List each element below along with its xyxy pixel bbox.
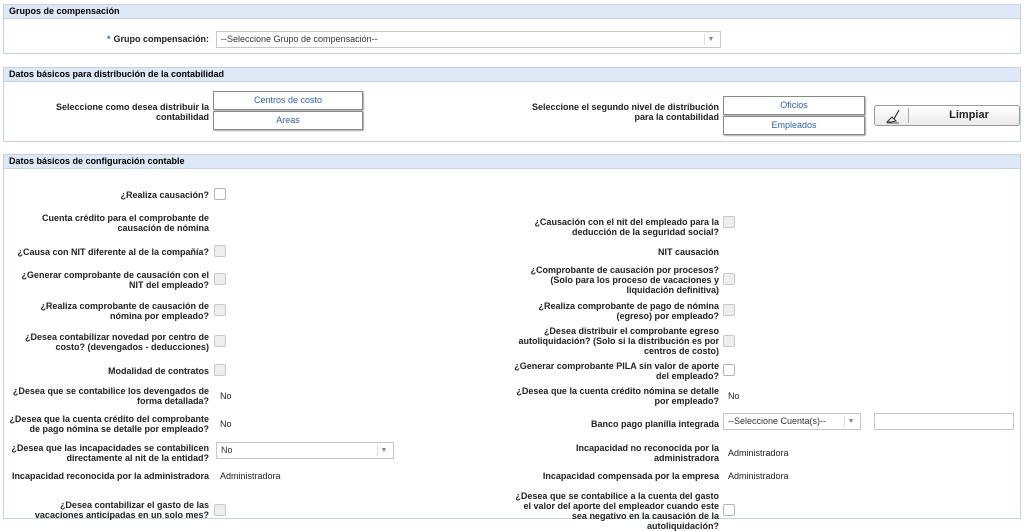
distribution-header: Datos básicos para distribución de la contabilidad <box>4 68 1020 82</box>
incapacidad-compensada-value: Administradora <box>728 471 789 481</box>
gasto-vacaciones-checkbox[interactable] <box>214 504 226 516</box>
clear-button[interactable] <box>874 105 1020 126</box>
compensation-groups-header: Grupos de compensación <box>4 5 1020 19</box>
cuenta-credito-empleado-value: No <box>728 391 740 401</box>
accounting-config-panel <box>3 154 1021 531</box>
chevron-down-icon: ▼ <box>844 416 857 427</box>
required-icon: * <box>106 34 111 44</box>
cuenta-credito-detalle-value: No <box>220 419 232 429</box>
compensation-group-label: * Grupo compensación: <box>106 34 209 44</box>
comprobante-pago-empleado-label: ¿Realiza comprobante de pago de nómina (egreso) por empleado? <box>538 301 719 321</box>
banco-pago-select[interactable]: --Seleccione Cuenta(s)-- ▼ <box>723 413 861 430</box>
comprobante-pago-empleado-checkbox[interactable] <box>723 304 735 316</box>
devengados-detallada-label: ¿Desea que se contabilice los devengados de forma detallada? <box>12 386 209 406</box>
contabilizar-novedad-label: ¿Desea contabilizar novedad por centro de costo? (devengados - deducciones) <box>24 332 209 352</box>
option-cost-centers[interactable]: Centros de costo <box>213 91 363 110</box>
realiza-causacion-label: ¿Realiza causación? <box>120 190 209 200</box>
banco-pago-label: Banco pago planilla integrada <box>590 419 719 429</box>
generar-comprobante-nit-checkbox[interactable] <box>214 273 226 285</box>
distribuir-egreso-checkbox[interactable] <box>723 335 735 347</box>
modalidad-contratos-checkbox[interactable] <box>214 364 226 376</box>
option-oficios[interactable]: Oficios <box>723 96 865 115</box>
aporte-empleador-checkbox[interactable] <box>723 504 735 516</box>
comprobante-procesos-label: ¿Comprobante de causación por procesos? (Solo para los proceso de vacaciones y liquidación definitiva) <box>530 265 719 295</box>
compensation-groups-panel <box>3 4 1021 54</box>
distribution-label: Seleccione como desea distribuir la contabilidad <box>55 102 209 122</box>
cuenta-credito-detalle-label: ¿Desea que la cuenta crédito del comprobante de pago nómina se detalle por empleado? <box>9 414 209 434</box>
chevron-down-icon: ▼ <box>377 445 390 456</box>
realiza-comprobante-empleado-label: ¿Realiza comprobante de causación de nómina por empleado? <box>40 301 209 321</box>
banco-pago-input[interactable] <box>874 413 1014 430</box>
generar-pila-label: ¿Generar comprobante PILA sin valor de aporte del empleado? <box>514 361 719 381</box>
clear-button-label: Limpiar <box>949 109 989 121</box>
second-level-label: Seleccione el segundo nivel de distribución para la contabilidad <box>531 102 719 122</box>
realiza-causacion-checkbox[interactable] <box>214 188 226 200</box>
option-areas[interactable]: Areas <box>213 111 363 130</box>
contabilizar-novedad-checkbox[interactable] <box>214 335 226 347</box>
causa-nit-diferente-label: ¿Causa con NIT diferente al de la compañía? <box>17 247 209 257</box>
incapacidad-compensada-label: Incapacidad compensada por la empresa <box>542 471 719 481</box>
realiza-comprobante-empleado-checkbox[interactable] <box>214 304 226 316</box>
incapacidad-no-reconocida-label: Incapacidad no reconocida por la administradora <box>575 443 719 463</box>
option-empleados[interactable]: Empleados <box>723 116 865 135</box>
modalidad-contratos-label: Modalidad de contratos <box>107 366 209 376</box>
cuenta-credito-empleado-label: ¿Desea que la cuenta crédito nómina se detalle por empleado? <box>516 386 719 406</box>
incapacidad-reconocida-label: Incapacidad reconocida por la administradora <box>11 471 209 481</box>
generar-comprobante-nit-label: ¿Generar comprobante de causación con el NIT del empleado? <box>21 270 209 290</box>
causacion-nit-empleado-label: ¿Causación con el nit del empleado para la deducción de la seguridad social? <box>534 217 719 237</box>
gasto-vacaciones-label: ¿Desea contabilizar el gasto de las vacaciones anticipadas en un solo mes? <box>34 500 209 520</box>
aporte-empleador-label: ¿Desea que se contabilice a la cuenta del gasto el valor del aporte del empleador cuando este sea negativo en la causación de la autoliquidación? <box>515 491 719 531</box>
generar-pila-checkbox[interactable] <box>723 364 735 376</box>
chevron-down-icon: ▼ <box>704 34 717 45</box>
incapacidad-reconocida-value: Administradora <box>220 471 281 481</box>
incapacidades-nit-select[interactable]: No ▼ <box>216 442 394 459</box>
nit-causacion-label: NIT causación <box>657 247 719 257</box>
cuenta-credito-label: Cuenta crédito para el comprobante de causación de nómina <box>41 213 209 233</box>
broom-icon <box>885 108 901 131</box>
causacion-nit-empleado-checkbox[interactable] <box>723 216 735 228</box>
incapacidades-nit-label: ¿Desea que las incapacidades se contabilicen directamente al nit de la entidad? <box>11 443 209 463</box>
causa-nit-diferente-checkbox[interactable] <box>214 245 226 257</box>
comprobante-procesos-checkbox[interactable] <box>723 273 735 285</box>
distribuir-egreso-label: ¿Desea distribuir el comprobante egreso autoliquidación? (Solo si la distribución es por centros de costo) <box>518 326 719 356</box>
incapacidad-no-reconocida-value: Administradora <box>728 448 789 458</box>
compensation-group-select[interactable]: --Seleccione Grupo de compensación-- ▼ <box>216 31 721 48</box>
accounting-config-header: Datos básicos de configuración contable <box>4 155 1020 169</box>
distribution-panel <box>3 67 1021 142</box>
separator <box>908 108 909 123</box>
devengados-detallada-value: No <box>220 391 232 401</box>
